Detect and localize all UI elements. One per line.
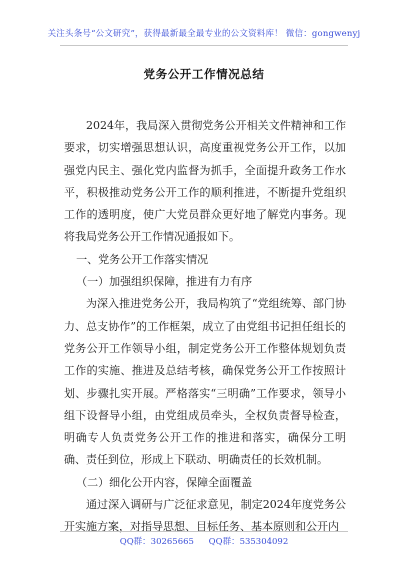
subsection-heading-2: （二）细化公开内容，保障全面覆盖 bbox=[76, 475, 253, 489]
section-heading-1: 一、党务公开工作落实情况 bbox=[76, 252, 209, 266]
subsection-paragraph-2: 通过深入调研与广泛征求意见，制定2024年度党务公开实施方案，对指导思想、目标任务、基本原则和公开内 bbox=[64, 498, 346, 534]
header-promo-note: 关注头条号“公文研究”，获得最新最全最专业的公文资料库！ 微信：gongwenyj bbox=[47, 29, 361, 39]
footer-divider bbox=[60, 531, 348, 532]
subsection-heading-1: （一）加强组织保障，推进有力有序 bbox=[76, 275, 253, 289]
header-divider bbox=[60, 45, 348, 46]
footer-qq-group-1: QQ群：30265665 bbox=[119, 537, 194, 547]
footer-qq-group-2: QQ群：535304092 bbox=[208, 537, 289, 547]
intro-paragraph: 2024年，我局深入贯彻党务公开相关文件精神和工作要求，切实增强思想认识，高度重视党务公开工作，以加强党内民主、强化党内监督为抓手，全面提升政务工作水平，积极推动党务公开工作的顺利推进，不断提升党组织工作的透明度，使广大党员群众更好地了解党内事务。现将我局党务公开工作情况通报如下。 bbox=[64, 119, 346, 244]
document-body bbox=[64, 115, 346, 539]
footer-contact bbox=[0, 535, 408, 547]
subsection-paragraph-1: 为深入推进党务公开，我局构筑了“党组统筹、部门协力、总支协作”的工作框架，成立了由党组书记担任组长的党务公开工作领导小组，制定党务公开工作整体规划负责工作的实施、推进及总结考核，确保党务公开工作按照计划、步骤扎实开展。严格落实“三明确”工作要求，领导小组下设督导小组，由党组成员牵头，全权负责督导检查，明确专人负责党务公开工作的推进和落实，确保分工明确、责任到位，形成上下联动、明确责任的长效机制。 bbox=[64, 297, 346, 467]
document-title: 党务公开工作情况总结 bbox=[143, 67, 265, 81]
